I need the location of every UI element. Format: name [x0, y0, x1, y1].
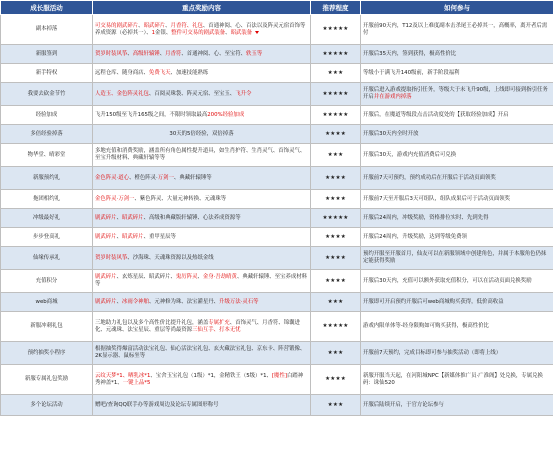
reward-text: 、首饰灵气、月香符、锦囊进化、元魂珠、法宝星辰、重层等尚最资源	[95, 319, 300, 333]
table-row	[1, 125, 553, 144]
recommend-stars: ★★★★★	[311, 83, 361, 106]
table-row	[1, 190, 553, 209]
reward-highlight: 金色阵灵·道心	[95, 174, 130, 181]
reward-highlight: 升级万法·灵石等	[219, 298, 259, 305]
reward-highlight: 金身·吾劫晴黄	[202, 274, 237, 280]
reward-highlight: 高级轩辕锤	[132, 50, 160, 57]
reward-text: 、	[138, 22, 144, 29]
table-row	[1, 247, 553, 270]
reward-highlight: 冰雨令神舶	[121, 298, 149, 305]
reward-text: 、	[197, 274, 203, 280]
recommend-stars: ★★★★★	[311, 45, 361, 64]
how-highlight: 并在游戏内掉落	[373, 94, 412, 100]
reward-highlight: 200%经验加成	[207, 111, 245, 118]
how-text: 开服前90天内，T12及以上难度副本击杀尾王必掉其一，高概率，离开者后需付	[363, 22, 548, 36]
activity-name: web商城	[1, 293, 93, 312]
how-to-join	[361, 247, 553, 270]
reward-text: 三地助力礼包以及多个高性价比提升礼包，涵盖	[95, 319, 209, 326]
table-row	[1, 312, 553, 342]
reward-highlight: [魔性]	[271, 372, 287, 379]
header-how: 如何参与	[361, 1, 553, 15]
reward-text: 、重甲星辰等	[143, 233, 176, 240]
how-to-join	[361, 342, 553, 365]
reward-text: 、首通神阅、心、百法以及阵灵元宿首饰等养成资源（必掉其一）、	[95, 22, 306, 36]
how-to-join	[361, 64, 553, 83]
recommend-stars: ★★★	[311, 64, 361, 83]
reward-highlight: 昭武碎片	[121, 214, 144, 221]
reward-highlight: 月香符、礼包	[170, 22, 203, 29]
table-row	[1, 209, 553, 228]
how-text: 开服即可开启预约开服后可web商城购买获得，低价高收益	[363, 298, 504, 305]
activity-name: 冲级最好礼	[1, 209, 93, 228]
dropdown-marker-icon	[255, 31, 259, 34]
reward-highlight: 金色阵灵·万剑一	[95, 195, 135, 202]
reward-cell	[93, 106, 311, 125]
reward-text: 根据抽奖得爆富活动法宝礼包、仙心活法宝礼包、玄火藏法宝礼包、京东卡、阵营锻像、2K显示器、鼠标坐等	[95, 346, 306, 359]
table-row	[1, 83, 553, 106]
how-text: 开服后进入游戏提取指引任务，等级大于未飞升90级，上线即可接到指引任务开启	[363, 87, 548, 100]
how-to-join	[361, 293, 553, 312]
reward-cell	[93, 342, 311, 365]
reward-highlight: 1	[151, 29, 156, 36]
how-to-join	[361, 312, 553, 342]
reward-cell	[93, 247, 311, 270]
reward-cell	[93, 167, 311, 190]
reward-highlight: 剧武碎片	[116, 22, 139, 29]
recommend-stars: ★★★★	[311, 247, 361, 270]
how-text: 开服后35天内，签到获得，极高性价比	[363, 50, 457, 57]
how-to-join	[361, 106, 553, 125]
reward-highlight: 飞升令	[235, 90, 252, 97]
reward-text: 、宝舍玉宝礼包（1级）*1，金精铁王（5级）*1、	[150, 372, 272, 379]
reward-text: 飞升150级至飞升165级之间，不限时领取最高	[95, 111, 208, 118]
reward-text: 、	[159, 50, 166, 57]
activity-name: 多个论坛活动	[1, 395, 93, 416]
table-row	[1, 228, 553, 247]
recommend-stars: ★★★★	[311, 270, 361, 293]
reward-cell	[93, 64, 311, 83]
how-to-join	[361, 190, 553, 209]
how-to-join	[361, 83, 553, 106]
table-row	[1, 64, 553, 83]
reward-cell	[93, 270, 311, 293]
how-text: 新服开服当天起，在河阳城NPC【新媒体推广员·广淮阁】处兑换，专属兑换码：诛仙520	[363, 372, 543, 386]
reward-highlight: 昭武装备	[230, 29, 253, 36]
reward-highlight: 贺岁时装风筝	[95, 50, 128, 57]
header-row	[1, 1, 553, 15]
table-row	[1, 45, 553, 64]
recommend-stars: ★★★★★	[311, 312, 361, 342]
how-text: 开服后24周内，升级奖励，达到等级免费领	[363, 233, 467, 240]
header-recommend: 推荐程度	[311, 1, 361, 15]
how-text: 开服前7天至开服后3天可组队，组队成果后可于活动页面领奖	[363, 195, 511, 202]
recommend-stars: ★★★★	[311, 167, 361, 190]
activity-name: 我要去砍金节竹	[1, 83, 93, 106]
recommend-stars: ★★★	[311, 293, 361, 312]
reward-text: 、橙色阵灵·	[129, 174, 158, 181]
recommend-stars: ★★★★★	[311, 106, 361, 125]
activity-name: 新手特权	[1, 64, 93, 83]
reward-highlight: 云纹天梦*1、	[95, 372, 129, 379]
reward-highlight: 万剑一	[157, 174, 174, 181]
table-row	[1, 15, 553, 45]
recommend-stars: ★★★	[311, 342, 361, 365]
how-text: 开服后30天，游戏内充值消费后可兑换	[363, 151, 457, 158]
reward-text: 30天的5倍经验，双倍掉落	[169, 130, 234, 137]
activity-name: 充值积分	[1, 270, 93, 293]
reward-cell	[93, 209, 311, 228]
reward-text: 赠吧/查询QQ联手办等游戏周边及论坛专属图形称号	[95, 401, 219, 408]
reward-text: 、	[165, 22, 171, 29]
table-row	[1, 365, 553, 395]
how-to-join	[361, 209, 553, 228]
how-text: 开服后，在魔道等级段点击活动度处的【获取经验加成】开启	[363, 111, 509, 118]
reward-highlight: 月香符	[165, 50, 182, 57]
recommend-stars: ★★★	[311, 144, 361, 167]
activity-name: 预约抽奖小程序	[1, 342, 93, 365]
how-to-join	[361, 395, 553, 416]
table-body	[1, 15, 553, 416]
recommend-stars: ★★★★	[311, 125, 361, 144]
reward-highlight: 贺岁时装风筝	[95, 254, 128, 261]
how-to-join	[361, 228, 553, 247]
how-text: 开服前7天可预约，预约成功后在开服后于活动页面领奖	[363, 174, 496, 181]
reward-text: 金银、	[155, 29, 172, 36]
how-to-join	[361, 125, 553, 144]
recommend-stars: ★★★★★	[311, 15, 361, 45]
reward-highlight: 剧武碎片	[95, 214, 117, 221]
reward-cell	[93, 144, 311, 167]
header-reward: 重点奖励内容	[93, 1, 311, 15]
how-text: 游戏内限单体等-经身限购如可购买获得，极高性价比	[363, 323, 489, 329]
reward-text: 、百阅灵珠袋、阵灵元宿、至宝玉、	[148, 90, 236, 97]
how-text: 开服后30天内，充值可以额外获取充值积分，可以在活动页面兑换奖励	[363, 277, 532, 284]
how-text: 等级小于满飞升140级前，新手阶段福利	[363, 69, 460, 76]
how-to-join	[361, 144, 553, 167]
reward-cell	[93, 45, 311, 64]
activity-name: 仙缘传承礼	[1, 247, 93, 270]
table-row	[1, 395, 553, 416]
reward-text: 、元神修为珠、法宝灌星丹、	[148, 298, 220, 305]
reward-text: 白踏神秀神盖*1、	[95, 372, 304, 386]
recommend-stars: ★★★★★	[311, 209, 361, 228]
reward-highlight: 免费飞天	[148, 69, 171, 76]
table-row	[1, 106, 553, 125]
reward-text: 、典藏轩辕锤等	[173, 174, 212, 181]
how-text: 开服后30天内全时开放	[363, 130, 419, 137]
reward-text: 、玄炼星辰、昭武碎片、	[116, 274, 176, 280]
table-row	[1, 270, 553, 293]
reward-highlight: 轶玉等	[246, 50, 263, 57]
reward-text: 、	[116, 298, 122, 305]
reward-highlight: 晒乳冰*1	[128, 372, 151, 379]
how-text: 开服前7天预约，完成目标即可参与抽奖活动（即将上线）	[363, 349, 502, 356]
header-activity: 成长服活动	[1, 1, 93, 15]
recommend-stars: ★★★★	[311, 365, 361, 395]
reward-cell	[93, 190, 311, 209]
reward-cell	[93, 312, 311, 342]
reward-text: 远程仓库、随身商店、	[95, 69, 149, 76]
reward-text: 、沙海珠、天魂珠资源以及热纸金线	[127, 254, 214, 261]
activity-name: 副本掉落	[1, 15, 93, 45]
recommend-stars: ★★★★	[311, 190, 361, 209]
reward-highlight: 昭武碎片	[121, 233, 144, 240]
reward-text: 、	[116, 233, 122, 240]
how-to-join	[361, 167, 553, 190]
recommend-stars: ★★★★	[311, 228, 361, 247]
recommend-stars: ★★★	[311, 395, 361, 416]
reward-highlight: 整件可交易的剧武装备	[171, 29, 226, 36]
table-row	[1, 293, 553, 312]
reward-highlight: 剧武碎片	[95, 274, 117, 280]
how-text: 开服后陆续开启，于官方论坛参与	[363, 401, 444, 408]
activity-name: 新服冲刺礼包	[1, 312, 93, 342]
reward-text: 、	[225, 29, 231, 36]
how-text: 开服后24周内，冲级奖励，资格排位实时、先到先得	[363, 214, 489, 221]
activity-name: 物华堂、晴彩堂	[1, 144, 93, 167]
reward-text: 、紫色阵灵、大量元神转换、元魂珠等	[134, 195, 227, 202]
activity-name: 新服签到	[1, 45, 93, 64]
reward-cell	[93, 15, 311, 45]
table-row	[1, 144, 553, 167]
reward-highlight: 剧武碎片	[95, 233, 117, 240]
activity-name: 新服专属礼包奖励	[1, 365, 93, 395]
table-row	[1, 342, 553, 365]
reward-text: 、	[127, 50, 133, 57]
how-to-join	[361, 270, 553, 293]
reward-text: 、高级和典藏版轩辕锤、心法养成资源等	[143, 214, 241, 221]
reward-highlight: 可交易的	[95, 22, 117, 29]
reward-cell	[93, 293, 311, 312]
reward-highlight: 专属扩充	[208, 319, 230, 326]
activity-name: 拖团相约礼	[1, 190, 93, 209]
how-to-join	[361, 45, 553, 64]
how-to-join	[361, 365, 553, 395]
reward-text: 、典藏轩辕锤、至宝养成材料等	[95, 274, 308, 287]
how-text: 预约开服至开服首月，仙友可以在新服领域中创建角色，并属于本服角色仍抹定能获得奖励	[363, 251, 547, 264]
reward-text: 、首通神阅、心、至宝符、	[181, 50, 247, 57]
reward-text: 、加速技能熟练	[170, 69, 209, 76]
reward-highlight: 一键上品*5	[122, 379, 151, 386]
activity-name: 多倍经验掉落	[1, 125, 93, 144]
reward-cell	[93, 125, 311, 144]
reward-text: 多地充值和消费奖励，涵盖所有角色属性提升道具，如生肖护符、生肖灵气、首饰灵气、至宝升级材料、典藏轩辕等等	[95, 148, 306, 161]
reward-cell	[93, 395, 311, 416]
reward-highlight: 剧武碎片	[95, 298, 117, 305]
activity-name: 新服预约礼	[1, 167, 93, 190]
reward-cell	[93, 228, 311, 247]
activity-name: 经验加成	[1, 106, 93, 125]
reward-cell	[93, 365, 311, 395]
reward-highlight: 昭武碎片	[143, 22, 166, 29]
table-row	[1, 167, 553, 190]
how-to-join	[361, 15, 553, 45]
reward-highlight: 鬼厉阵灵	[175, 274, 198, 280]
reward-text: 、	[116, 214, 122, 221]
reward-highlight: 三仙互手、打本无忧	[192, 326, 241, 333]
reward-highlight: 人造玉、金色阵灵礼包	[95, 90, 149, 97]
reward-cell	[93, 83, 311, 106]
activity-name: 步步登高礼	[1, 228, 93, 247]
